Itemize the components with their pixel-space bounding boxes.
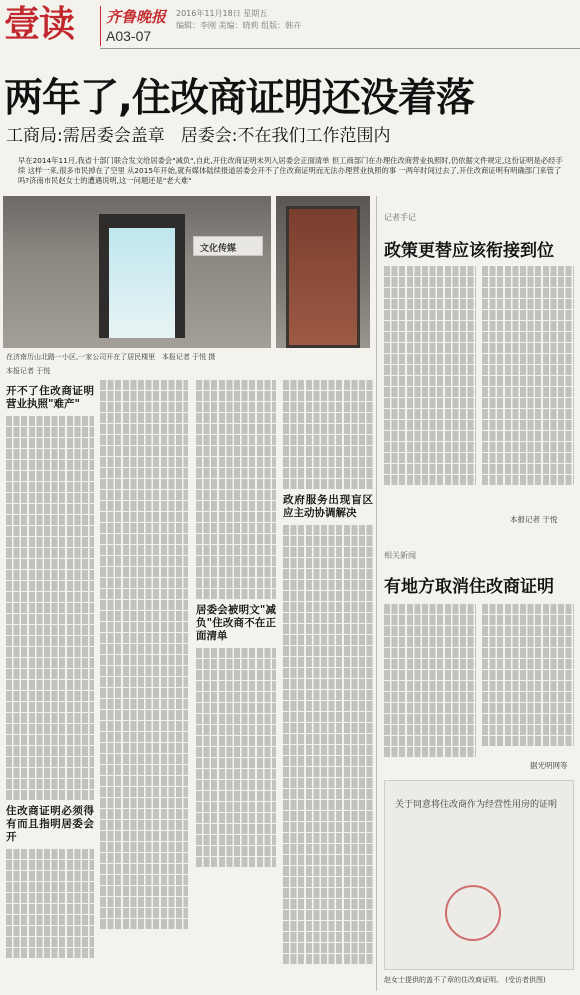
- article-column-1: [6, 380, 94, 959]
- article-subhead-1: 开不了住改商证明营业执照"难产": [6, 385, 94, 410]
- photo-credit: 本报记者 于悦 摄: [161, 353, 216, 361]
- masthead: [0, 0, 580, 52]
- article-subhead-4: 政府服务出现盲区应主动协调解决: [283, 494, 373, 519]
- article-column-2: [100, 380, 188, 930]
- photo-wooden-door: [286, 206, 360, 348]
- lede-paragraph: 早在2014年11月,我省十部门联合发文给居委会"减负",自此,开住改商证明未列入居委会正面清单 但工商部门在办理住改商营业执照时,仍依据文件规定,这份证明是必经手续 这样一来,很多市民掉在了空里 从2015年开始,就有媒体陆续报道居委会开不了住改商证明而无法办理营业执照的事 一两年时间过去了,开住改商证明有明确部门来管了吗?济南市民赵女士的遭遇说明,这一问题还是"老大难": [18, 156, 563, 185]
- related-text-col-2: [482, 604, 574, 747]
- headline: 两年了,住改商证明还没着落: [4, 76, 474, 121]
- comment-byline: 本报记者 于悦: [510, 515, 558, 524]
- masthead-divider: [100, 6, 101, 46]
- document-caption: 赵女士提供的盖不了章的住改商证明。 (受访者供图): [384, 976, 546, 984]
- section-badge: 壹读: [4, 3, 75, 45]
- office-photo: [3, 196, 271, 348]
- photo-caption-text: 在济南历山北路一小区,一家公司开在了居民楼里: [6, 353, 156, 361]
- article-subhead-2: 住改商证明必须得有而且指明居委会开: [6, 805, 94, 843]
- paper-name: 齐鲁晚报: [106, 8, 167, 26]
- editor-line: 编辑：李刚 美编：晓莉 组版：韩卉: [176, 21, 302, 30]
- article-byline: 本报记者 于悦: [6, 367, 51, 375]
- related-news-title: 有地方取消住改商证明: [384, 577, 554, 597]
- masthead-rule: [100, 48, 580, 49]
- article-subhead-3: 居委会被明文"减负"住改商不在正面清单: [196, 604, 276, 642]
- document-photo: [384, 780, 574, 970]
- article-column-3: [196, 380, 276, 868]
- comment-tag: 记者手记: [384, 213, 416, 222]
- related-news-tag: 相关新闻: [384, 551, 416, 560]
- page-code: A03-07: [106, 28, 152, 44]
- subhead-right: 居委会:不在我们工作范围内: [180, 126, 391, 146]
- stamp-icon: [445, 885, 501, 941]
- photo-caption: [6, 352, 276, 362]
- comment-text-col-2: [482, 266, 574, 486]
- date-line: 2016年11月18日 星期五: [176, 9, 268, 18]
- subhead-left: 工商局:需居委会盖章: [6, 126, 165, 146]
- door-photo: [276, 196, 370, 348]
- column-divider: [376, 196, 377, 991]
- document-title: 关于同意将住改商作为经营性用房的证明: [395, 800, 558, 810]
- related-byline: 据光明网等: [530, 761, 568, 770]
- photo-door-interior: [109, 228, 175, 338]
- comment-title: 政策更替应该衔接到位: [384, 241, 554, 261]
- subheadline: [6, 121, 390, 146]
- related-text-col-1: [384, 604, 476, 758]
- article-column-4: [283, 380, 373, 965]
- photo-company-sign: 文化传媒: [193, 236, 263, 256]
- comment-text-col-1: [384, 266, 476, 486]
